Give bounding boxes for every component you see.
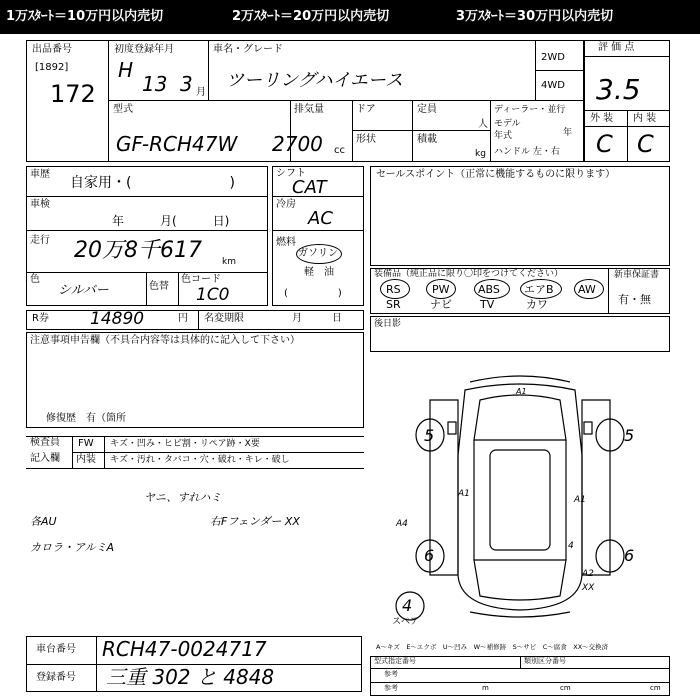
repair-label: 修復歴 有（箇所 [46, 413, 126, 424]
fuel-gas-circle [296, 244, 342, 264]
load-label: 積載 [417, 134, 437, 145]
color-code: 1C0 [196, 285, 230, 305]
capacity-unit: 人 [478, 119, 488, 130]
dealer-label: ディーラー・並行 [494, 105, 566, 115]
spec-row-2: 参考 [384, 670, 398, 678]
equip-navi: ナビ [430, 298, 452, 311]
drive-4wd: 4WD [541, 80, 565, 91]
month-unit: 月 [196, 87, 206, 98]
fw-text: キズ・凹み・ヒビ割・リペア跡・X要 [110, 439, 260, 449]
equip-leather: カワ [526, 298, 548, 311]
color-value: シルバー [58, 283, 109, 298]
score-value: 3.5 [596, 73, 641, 106]
dealer-year-unit: 年 [563, 128, 573, 138]
car-name-value: ツーリングハイエース [226, 70, 403, 91]
equip-rs-circle [380, 279, 410, 299]
mark-a2: A2 [582, 569, 594, 579]
mark-xx: XX [582, 583, 595, 593]
equip-rs: RS [386, 283, 401, 296]
drive-2wd: 2WD [541, 52, 565, 63]
header-banner [0, 0, 700, 34]
mileage-label: 走行 [30, 235, 50, 246]
recycle-unit: 円 [178, 313, 188, 324]
score-label: 評 価 点 [598, 42, 635, 53]
plate-label: 登録番号 [36, 672, 76, 683]
spare-mark: 4 [402, 596, 413, 615]
sales-point-label: セールスポイント（正常に機能するものに限ります） [376, 169, 616, 180]
recycle-value: 14890 [90, 309, 145, 329]
interior-check-text: キズ・汚れ・タバコ・穴・破れ・キレ・破し [110, 455, 290, 465]
unit-cm-2: cm [650, 684, 661, 692]
comment-line-2: 右Fフェンダー XX [210, 515, 300, 528]
notes-label: 注意事項申告欄（不具合内容等は具体的に記入して下さい） [30, 335, 300, 346]
doors-label: ドア [356, 104, 376, 115]
registration-month: 3 [180, 72, 193, 96]
sales-point-box [370, 166, 670, 266]
recycle-label: R券 [32, 313, 49, 324]
damage-legend: A～キズ E～エクボ U～凹み W～補修跡 S～サビ C～腐食 XX～交換済 [376, 643, 609, 651]
fuel-paren: ( ) [284, 288, 342, 299]
aircon-label: 冷房 [276, 199, 296, 210]
comment-line-1: ヤニ、すれハミ [144, 491, 222, 504]
warranty-label: 新車保証書 [614, 270, 660, 280]
color-code-label: 色コード [181, 274, 221, 285]
displacement-label: 排気量 [294, 104, 324, 115]
banner-rule-2: 2万ｽﾀｰﾄ＝20万円以内売切 [232, 9, 390, 24]
interior-grade: C [637, 130, 654, 158]
capacity-label: 定員 [417, 104, 437, 115]
equip-tv: TV [480, 298, 495, 311]
lot-number: 172 [50, 80, 96, 108]
inspection-value: 年 月( 日) [112, 214, 230, 228]
spec-row-1b: 類別区分番号 [524, 657, 566, 665]
fuel-gas: ガソリン [298, 248, 338, 259]
comment-line-4: カロラ・アルミA [30, 541, 115, 554]
mark-right-front: 5 [624, 426, 635, 445]
color-label: 色 [30, 274, 40, 285]
aircon-value: AC [308, 208, 333, 229]
color-change-label: 色替 [149, 281, 169, 292]
shape-label: 形状 [356, 134, 376, 145]
equip-pw: PW [432, 283, 450, 296]
load-unit: kg [475, 149, 486, 159]
comment-line-3: 各AU [30, 515, 57, 528]
lot-code: [1892] [35, 62, 69, 73]
shift-value: CAT [292, 177, 327, 198]
banner-rule-3: 3万ｽﾀｰﾄ＝30万円以内売切 [456, 9, 614, 24]
equip-airbag: エアB [524, 283, 554, 296]
registration-era: H [118, 58, 134, 82]
mark-left-rear: 6 [424, 546, 435, 565]
equip-aw: AW [578, 283, 596, 296]
registration-label: 初度登録年月 [114, 44, 174, 55]
mark-a4: A4 [396, 519, 408, 529]
equip-airbag-circle [520, 279, 562, 299]
displacement-unit: cc [334, 145, 345, 156]
name-change-value: 月 日 [292, 313, 342, 324]
dealer-model-label: モデル [494, 119, 521, 129]
history-value: 自家用・( ) [70, 175, 235, 191]
displacement-value: 2700 [272, 132, 323, 156]
mileage-unit: km [222, 257, 236, 267]
fuel-diesel: 軽 油 [304, 267, 334, 278]
interior-label: 内 装 [633, 113, 657, 124]
mark-left-front: 5 [424, 426, 435, 445]
equip-pw-circle [426, 279, 456, 299]
handle-label: ハンドル 左・右 [494, 147, 560, 157]
model-value: GF-RCH47W [116, 132, 238, 156]
unit-cm-1: cm [560, 684, 571, 692]
mark-a1-left: A1 [458, 489, 470, 499]
dealer-year-label: 年式 [494, 131, 513, 141]
exterior-grade: C [596, 130, 613, 158]
mileage-value: 20万8千617 [74, 238, 202, 263]
spare-label: スペア [392, 617, 420, 627]
lot-label: 出品番号 [32, 44, 72, 55]
registration-year: 13 [142, 72, 168, 96]
warranty-value: 有・無 [618, 293, 651, 306]
rear-box [370, 316, 670, 352]
name-change-label: 名変期限 [204, 313, 244, 324]
inspector-label-2: 記入欄 [30, 453, 60, 464]
equip-aw-circle [574, 279, 604, 299]
plate-value: 三重 302 と 4848 [106, 665, 275, 689]
inspection-label: 車検 [30, 199, 50, 210]
car-damage-diagram [370, 360, 670, 630]
mark-a1-front: A1 [516, 387, 527, 396]
mark-right-rear: 6 [624, 546, 635, 565]
interior-check-label: 内装 [76, 454, 96, 465]
shift-label: シフト [276, 168, 306, 179]
inspector-label-1: 検査員 [30, 437, 60, 448]
equip-abs-circle [474, 279, 510, 299]
mark-4: 4 [568, 541, 574, 551]
model-label: 型式 [113, 104, 133, 115]
fw-label: FW [78, 438, 94, 449]
rear-label: 後日影 [374, 319, 402, 329]
exterior-label: 外 装 [590, 113, 614, 124]
equip-sr: SR [386, 298, 401, 311]
spec-row-3: 参考 [384, 684, 398, 692]
mark-a1-right: A1 [574, 495, 586, 505]
history-label: 車歴 [30, 169, 50, 180]
unit-m: m [482, 684, 489, 692]
banner-rule-1: 1万ｽﾀｰﾄ＝10万円以内売切 [6, 9, 164, 24]
equipment-label: 装備品（純正品に限り〇印をつけてください） [374, 269, 564, 279]
fuel-label: 燃料 [276, 237, 296, 248]
chassis-value: RCH47-0024717 [102, 637, 267, 661]
equip-abs: ABS [478, 283, 500, 296]
car-name-label: 車名・グレード [213, 44, 283, 55]
spec-row-1: 型式指定番号 [374, 657, 416, 665]
chassis-label: 車台番号 [36, 644, 76, 655]
